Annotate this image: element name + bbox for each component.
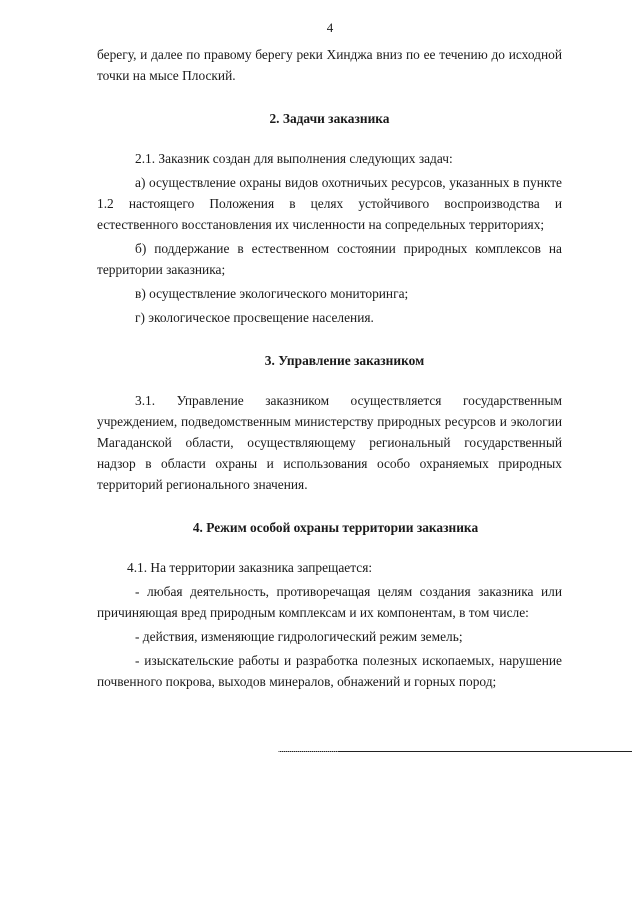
paragraph-3-1: 3.1. Управление заказником осуществляется государственным учреждением, подведомственным министерству природных ресурсов и экологии Магаданской области, осуществляющему региональный государственный надзор в области охраны и использования особо охраняемых природных территорий регионального значения. <box>97 393 562 492</box>
page-number: 4 <box>326 20 334 35</box>
paragraph-4-item-1: - любая деятельность, противоречащая целям создания заказника или причиняющая вред природным комплексам и их компонентам, в том числе: <box>97 584 562 620</box>
paragraph-2-b: б) поддержание в естественном состоянии природных комплексов на территории заказника; <box>97 241 562 277</box>
section-2-heading: 2. Задачи заказника <box>269 111 390 126</box>
paragraph-2-c: в) осуществление экологического мониторинга; <box>135 286 409 301</box>
paragraph-4-item-3: - изыскательские работы и разработка полезных ископаемых, нарушение почвенного покрова, выходов минералов, обнажений и горных пород; <box>97 653 562 689</box>
paragraph-4-1: 4.1. На территории заказника запрещается: <box>127 560 373 575</box>
paragraph-2-a: а) осуществление охраны видов охотничьих ресурсов, указанных в пункте 1.2 настоящего Положения в целях устойчивого воспроизводства и естественного восстановления их численности на сопредельных территориях; <box>97 175 562 232</box>
paragraph-4-item-2: - действия, изменяющие гидрологический режим земель; <box>135 629 463 644</box>
paragraph-2-1: 2.1. Заказник создан для выполнения следующих задач: <box>135 151 453 166</box>
section-3-heading: 3. Управление заказником <box>264 353 425 368</box>
section-4-heading: 4. Режим особой охраны территории заказника <box>192 520 479 535</box>
paragraph-2-d: г) экологическое просвещение населения. <box>135 310 374 325</box>
document-body <box>97 44 562 695</box>
paragraph-intro: берегу, и далее по правому берегу реки Хинджа вниз по ее течению до исходной точки на мысе Плоский. <box>97 47 562 83</box>
footer-separator-line <box>278 751 632 752</box>
